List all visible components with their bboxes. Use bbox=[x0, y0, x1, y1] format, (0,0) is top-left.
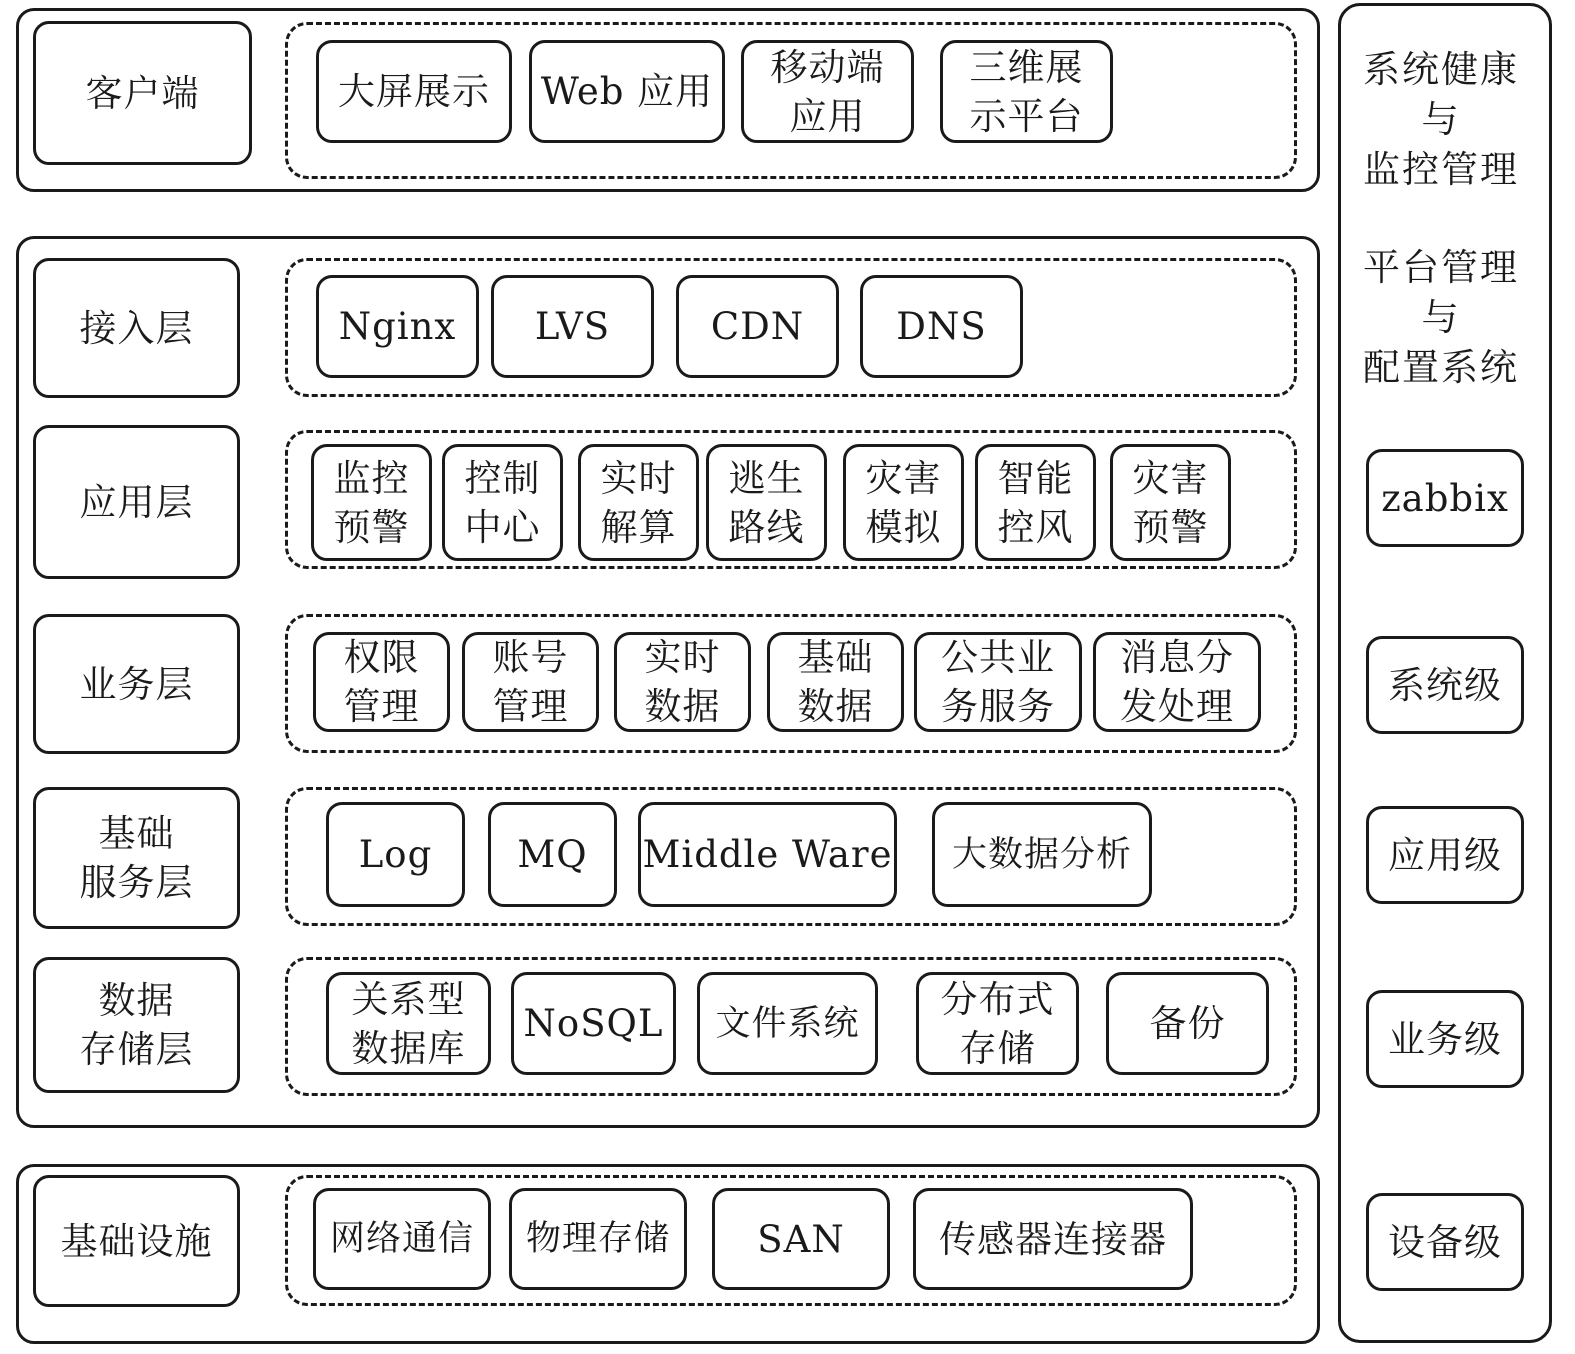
app-item-disaster-sim bbox=[843, 444, 964, 561]
app-item-disaster-alert bbox=[1110, 444, 1231, 561]
layer-item-label: 文件系统 bbox=[715, 1003, 860, 1044]
svc-item-middleware bbox=[638, 802, 897, 907]
layer-item-label: 消息分 发处理 bbox=[1120, 636, 1234, 728]
side-item-business-level bbox=[1366, 990, 1524, 1088]
storage-layer-label-box bbox=[33, 957, 240, 1093]
store-item-backup bbox=[1106, 972, 1269, 1075]
infra-item-san bbox=[712, 1188, 890, 1290]
client-item-mobile-app bbox=[741, 40, 914, 143]
client-item-web-app bbox=[529, 40, 725, 143]
layer-item-label: LVS bbox=[534, 305, 611, 348]
base-service-layer-label-box bbox=[33, 787, 240, 929]
layer-item-label: 控制 中心 bbox=[464, 456, 541, 549]
client-item-label: 大屏展示 bbox=[338, 70, 490, 113]
biz-item-base-data bbox=[767, 632, 904, 732]
side-item-application-level bbox=[1366, 806, 1524, 904]
side-item-label: zabbix bbox=[1381, 476, 1509, 520]
app-item-smart-ventilation bbox=[975, 444, 1096, 561]
layer-label: 基础 服务层 bbox=[79, 812, 194, 904]
side-item-system-level bbox=[1366, 636, 1524, 734]
layer-label: 接入层 bbox=[79, 306, 194, 350]
layer-item-label: 实时 解算 bbox=[600, 456, 677, 549]
layer-label: 业务层 bbox=[79, 662, 194, 706]
layer-item-label: CDN bbox=[710, 305, 805, 348]
layer-item-label: 基础 数据 bbox=[797, 636, 874, 728]
client-item-label: 移动端 应用 bbox=[770, 45, 885, 138]
app-item-realtime-solve bbox=[578, 444, 699, 561]
client-label: 客户端 bbox=[85, 71, 200, 115]
infra-item-label: SAN bbox=[757, 1217, 845, 1261]
layer-item-label: 智能 控风 bbox=[997, 456, 1074, 549]
business-layer-label-box bbox=[33, 614, 240, 754]
layer-item-label: NoSQL bbox=[523, 1002, 664, 1045]
store-item-file-system bbox=[697, 972, 878, 1075]
store-item-nosql bbox=[511, 972, 676, 1075]
store-item-relational-db bbox=[326, 972, 491, 1075]
layer-item-label: 监控 预警 bbox=[333, 456, 410, 549]
client-item-3d-platform bbox=[940, 40, 1113, 143]
layer-item-label: Nginx bbox=[338, 305, 457, 348]
layer-item-label: 公共业 务服务 bbox=[941, 636, 1055, 728]
layer-item-label: Middle Ware bbox=[642, 833, 893, 876]
side-item-label: 设备级 bbox=[1388, 1220, 1502, 1264]
layer-label: 数据 存储层 bbox=[79, 979, 194, 1071]
infrastructure-label: 基础设施 bbox=[60, 1219, 213, 1263]
side-item-label: 系统级 bbox=[1388, 663, 1502, 707]
infra-item-physical-storage bbox=[509, 1188, 687, 1290]
app-item-control-center bbox=[442, 444, 563, 561]
access-layer-label-box bbox=[33, 258, 240, 398]
layer-item-label: 备份 bbox=[1149, 1002, 1226, 1045]
layer-item-label: 逃生 路线 bbox=[728, 456, 805, 549]
layer-item-label: 账号 管理 bbox=[492, 636, 569, 728]
layer-label: 应用层 bbox=[79, 480, 194, 524]
layer-item-label: 大数据分析 bbox=[951, 834, 1132, 875]
biz-item-message-dispatch bbox=[1093, 632, 1261, 732]
client-item-big-screen bbox=[316, 40, 512, 143]
application-layer-label-box bbox=[33, 425, 240, 579]
side-panel-title-config: 平台管理 与 配置系统 bbox=[1363, 246, 1519, 389]
store-item-distributed bbox=[916, 972, 1079, 1075]
side-item-device-level bbox=[1366, 1193, 1524, 1291]
layer-item-label: 灾害 模拟 bbox=[865, 456, 942, 549]
side-panel-title-monitoring: 系统健康 与 监控管理 bbox=[1363, 48, 1519, 191]
infra-item-label: 网络通信 bbox=[329, 1219, 474, 1259]
svc-item-bigdata bbox=[932, 802, 1152, 907]
biz-item-realtime-data bbox=[614, 632, 751, 732]
infra-item-label: 传感器连接器 bbox=[939, 1217, 1167, 1261]
side-item-label: 应用级 bbox=[1388, 833, 1502, 877]
layer-item-label: 灾害 预警 bbox=[1132, 456, 1209, 549]
layer-item-label: 权限 管理 bbox=[343, 636, 420, 728]
app-item-escape-route bbox=[706, 444, 827, 561]
svc-item-log bbox=[326, 802, 465, 907]
infra-item-sensor-connector bbox=[913, 1188, 1193, 1290]
client-item-label: Web 应用 bbox=[540, 70, 714, 113]
access-item-nginx bbox=[316, 275, 479, 378]
biz-item-permission bbox=[313, 632, 450, 732]
client-item-label: 三维展 示平台 bbox=[969, 45, 1084, 138]
layer-item-label: DNS bbox=[896, 305, 987, 348]
access-item-dns bbox=[860, 275, 1023, 378]
access-item-cdn bbox=[676, 275, 839, 378]
layer-item-label: MQ bbox=[517, 833, 588, 876]
biz-item-common-service bbox=[914, 632, 1082, 732]
infrastructure-label-box bbox=[33, 1175, 240, 1307]
side-item-label: 业务级 bbox=[1388, 1017, 1502, 1061]
layer-item-label: 关系型 数据库 bbox=[351, 977, 466, 1070]
app-item-monitor-alert bbox=[311, 444, 432, 561]
infra-item-label: 物理存储 bbox=[525, 1219, 670, 1259]
layer-item-label: Log bbox=[358, 833, 433, 876]
side-item-zabbix bbox=[1366, 449, 1524, 547]
infra-item-network bbox=[313, 1188, 491, 1290]
biz-item-account bbox=[462, 632, 599, 732]
layer-item-label: 实时 数据 bbox=[644, 636, 721, 728]
access-item-lvs bbox=[491, 275, 654, 378]
layer-item-label: 分布式 存储 bbox=[940, 977, 1055, 1070]
svc-item-mq bbox=[488, 802, 617, 907]
client-label-box bbox=[33, 21, 252, 165]
